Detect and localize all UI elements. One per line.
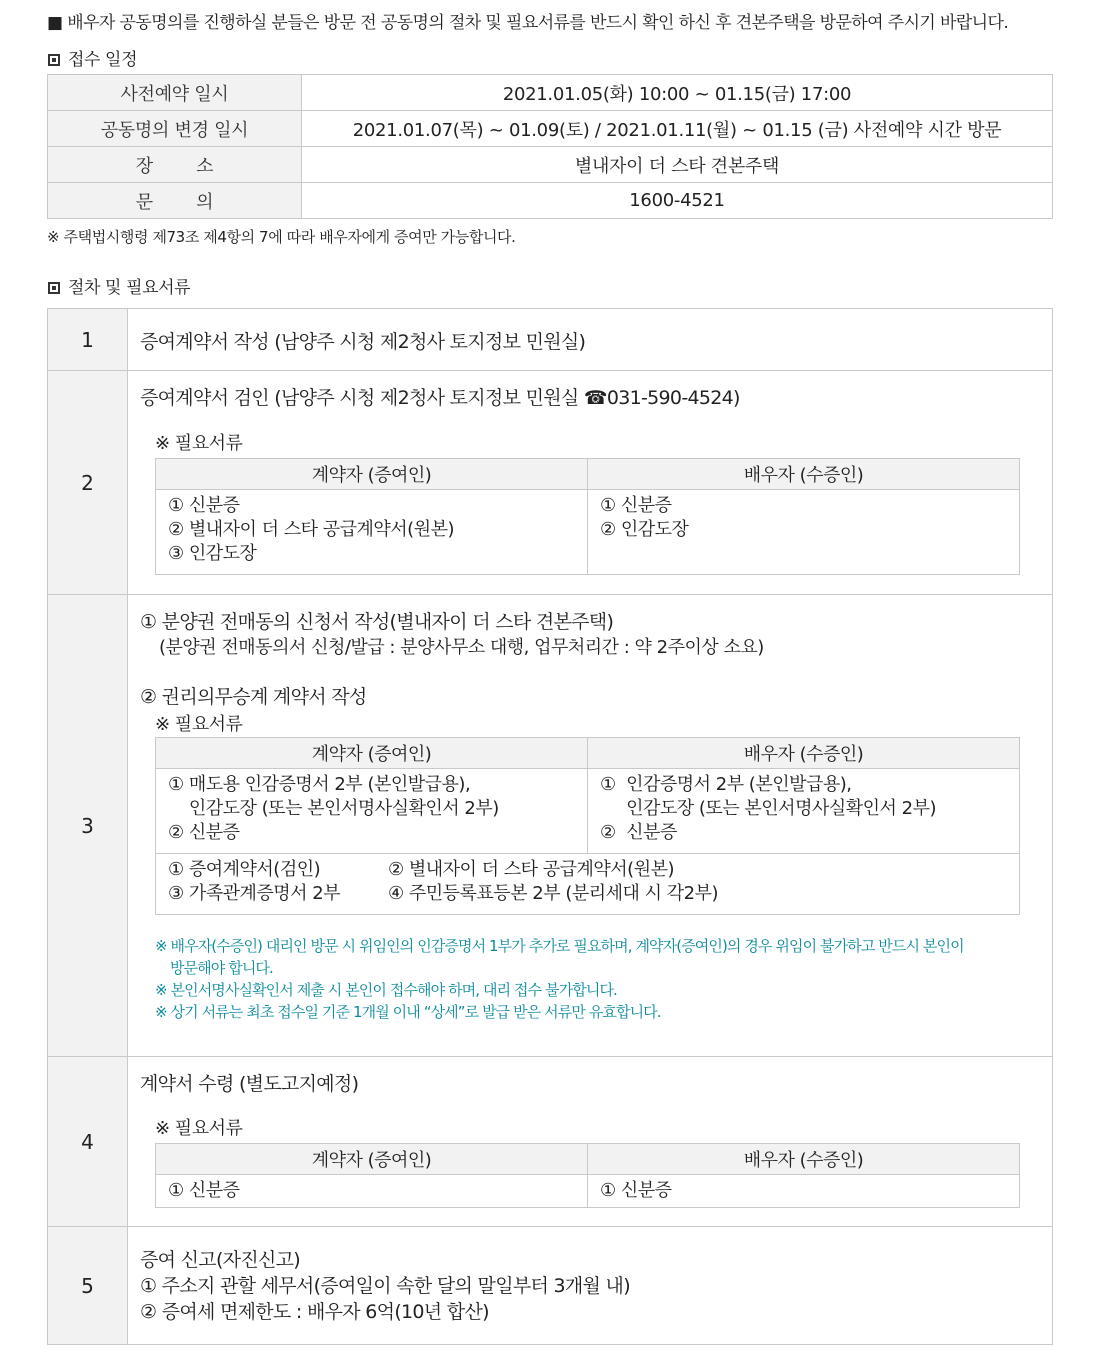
procedure-table — [47, 308, 1053, 1345]
notes — [155, 935, 1025, 1023]
list-item: ② 신분증 — [168, 822, 240, 843]
list-item: ② 별내자이 더 스타 공급계약서(원본) — [388, 859, 674, 880]
receiver-header: 배우자 (수증인) — [588, 738, 1020, 769]
list-item: ③ 가족관계증명서 2부 — [168, 883, 341, 904]
docs-table — [155, 1143, 1020, 1208]
list-item: ② 신분증 — [600, 822, 677, 843]
step-lines — [140, 1247, 630, 1325]
list-item: ③ 인감도장 — [168, 543, 257, 564]
note-line: ※ 상기 서류는 최초 접수일 기준 1개월 이내 “상세”로 발급 받은 서류만 유효합니다. — [155, 1003, 661, 1021]
receiver-docs — [588, 1175, 1020, 1208]
row-label: 문 의 — [48, 183, 302, 219]
step-title: 증여계약서 작성 (남양주 시청 제2청사 토지정보 민원실) — [140, 331, 586, 353]
table-row — [156, 1175, 1020, 1208]
table-row — [48, 75, 1053, 111]
receiver-docs — [588, 490, 1020, 575]
step-line: ① 주소지 관할 세무서(증여일이 속한 달의 말일부터 3개월 내) — [140, 1275, 630, 1297]
list-item: 인감도장 (또는 본인서명사실확인서 2부) — [168, 798, 499, 819]
step-number: 3 — [48, 595, 128, 1056]
list-item: ① 신분증 — [168, 1180, 240, 1201]
schedule-table — [47, 74, 1053, 219]
step-row-1 — [48, 309, 1052, 371]
square-bullet-icon — [48, 54, 60, 66]
square-bullet-icon — [48, 282, 60, 294]
list-item: ① 인감증명서 2부 (본인발급용), — [600, 774, 852, 795]
receiver-header: 배우자 (수증인) — [588, 459, 1020, 490]
row-value: 2021.01.05(화) 10:00 ~ 01.15(금) 17:00 — [302, 75, 1053, 111]
row-value: 2021.01.07(목) ~ 01.09(토) / 2021.01.11(월) ~ 01.15 (금) 사전예약 시간 방문 — [302, 111, 1053, 147]
row-value: 별내자이 더 스타 견본주택 — [302, 147, 1053, 183]
step-row-4 — [48, 1057, 1052, 1227]
giver-docs — [156, 769, 588, 854]
required-docs-label: ※ 필요서류 — [155, 433, 243, 454]
schedule-heading: 접수 일정 — [48, 45, 137, 70]
step-number: 5 — [48, 1227, 128, 1344]
docs-table — [155, 458, 1020, 575]
procedure-heading: 절차 및 필요서류 — [48, 273, 190, 298]
step-line: ② 증여세 면제한도 : 배우자 6억(10년 합산) — [140, 1301, 489, 1323]
step-number: 4 — [48, 1057, 128, 1226]
step-number: 2 — [48, 371, 128, 594]
row-value: 1600-4521 — [302, 183, 1053, 219]
list-item: ② 별내자이 더 스타 공급계약서(원본) — [168, 519, 454, 540]
table-row — [156, 769, 1020, 854]
step-number: 1 — [48, 309, 128, 370]
table-header-row — [156, 459, 1020, 490]
required-docs-label: ※ 필요서류 — [155, 714, 243, 735]
note-line: ※ 본인서명사실확인서 제출 시 본인이 접수해야 하며, 대리 접수 불가합니다. — [155, 981, 617, 999]
giver-header: 계약자 (증여인) — [156, 1144, 588, 1175]
common-docs — [156, 854, 1020, 915]
list-item: 인감도장 (또는 본인서명사실확인서 2부) — [600, 798, 936, 819]
step-line: (분양권 전매동의서 신청/발급 : 분양사무소 대행, 업무처리간 : 약 2주이상 소요) — [159, 637, 764, 658]
table-row — [48, 183, 1053, 219]
giver-header: 계약자 (증여인) — [156, 459, 588, 490]
step-title: 증여계약서 검인 (남양주 시청 제2청사 토지정보 민원실 ☎031-590-4524) — [140, 387, 740, 409]
required-docs-label: ※ 필요서류 — [155, 1118, 243, 1139]
list-item: ① 매도용 인감증명서 2부 (본인발급용), — [168, 774, 471, 795]
docs-table — [155, 737, 1020, 915]
table-row — [48, 111, 1053, 147]
row-label: 사전예약 일시 — [48, 75, 302, 111]
step-line: 증여 신고(자진신고) — [140, 1249, 300, 1271]
table-header-row — [156, 1144, 1020, 1175]
schedule-footnote: ※ 주택법시행령 제73조 제4항의 7에 따라 배우자에게 증여만 가능합니다. — [47, 228, 516, 246]
step-title: 계약서 수령 (별도고지예정) — [140, 1073, 359, 1095]
step-line: ② 권리의무승계 계약서 작성 — [140, 686, 367, 708]
notice-text: ■ 배우자 공동명의를 진행하실 분들은 방문 전 공동명의 절차 및 필요서류를 반드시 확인 하신 후 견본주택을 방문하여 주시기 바랍니다. — [47, 13, 1009, 33]
step-row-5 — [48, 1227, 1052, 1345]
note-line: 방문해야 합니다. — [170, 959, 273, 977]
list-item: ② 인감도장 — [600, 519, 689, 540]
row-label: 장 소 — [48, 147, 302, 183]
row-label: 공동명의 변경 일시 — [48, 111, 302, 147]
list-item: ④ 주민등록표등본 2부 (분리세대 시 각2부) — [388, 883, 719, 904]
step-row-2 — [48, 371, 1052, 595]
note-line: ※ 배우자(수증인) 대리인 방문 시 위임인의 인감증명서 1부가 추가로 필요하며, 계약자(증여인)의 경우 위임이 불가하고 반드시 본인이 — [155, 937, 964, 955]
giver-docs — [156, 490, 588, 575]
table-row — [156, 490, 1020, 575]
step-row-3 — [48, 595, 1052, 1057]
table-row — [156, 854, 1020, 915]
list-item: ① 증여계약서(검인) — [168, 859, 321, 880]
table-header-row — [156, 738, 1020, 769]
step-line: ① 분양권 전매동의 신청서 작성(별내자이 더 스타 견본주택) — [140, 611, 614, 633]
table-row — [48, 147, 1053, 183]
giver-docs — [156, 1175, 588, 1208]
receiver-docs — [588, 769, 1020, 854]
list-item: ① 신분증 — [600, 495, 672, 516]
list-item: ① 신분증 — [600, 1180, 672, 1201]
receiver-header: 배우자 (수증인) — [588, 1144, 1020, 1175]
giver-header: 계약자 (증여인) — [156, 738, 588, 769]
list-item: ① 신분증 — [168, 495, 240, 516]
